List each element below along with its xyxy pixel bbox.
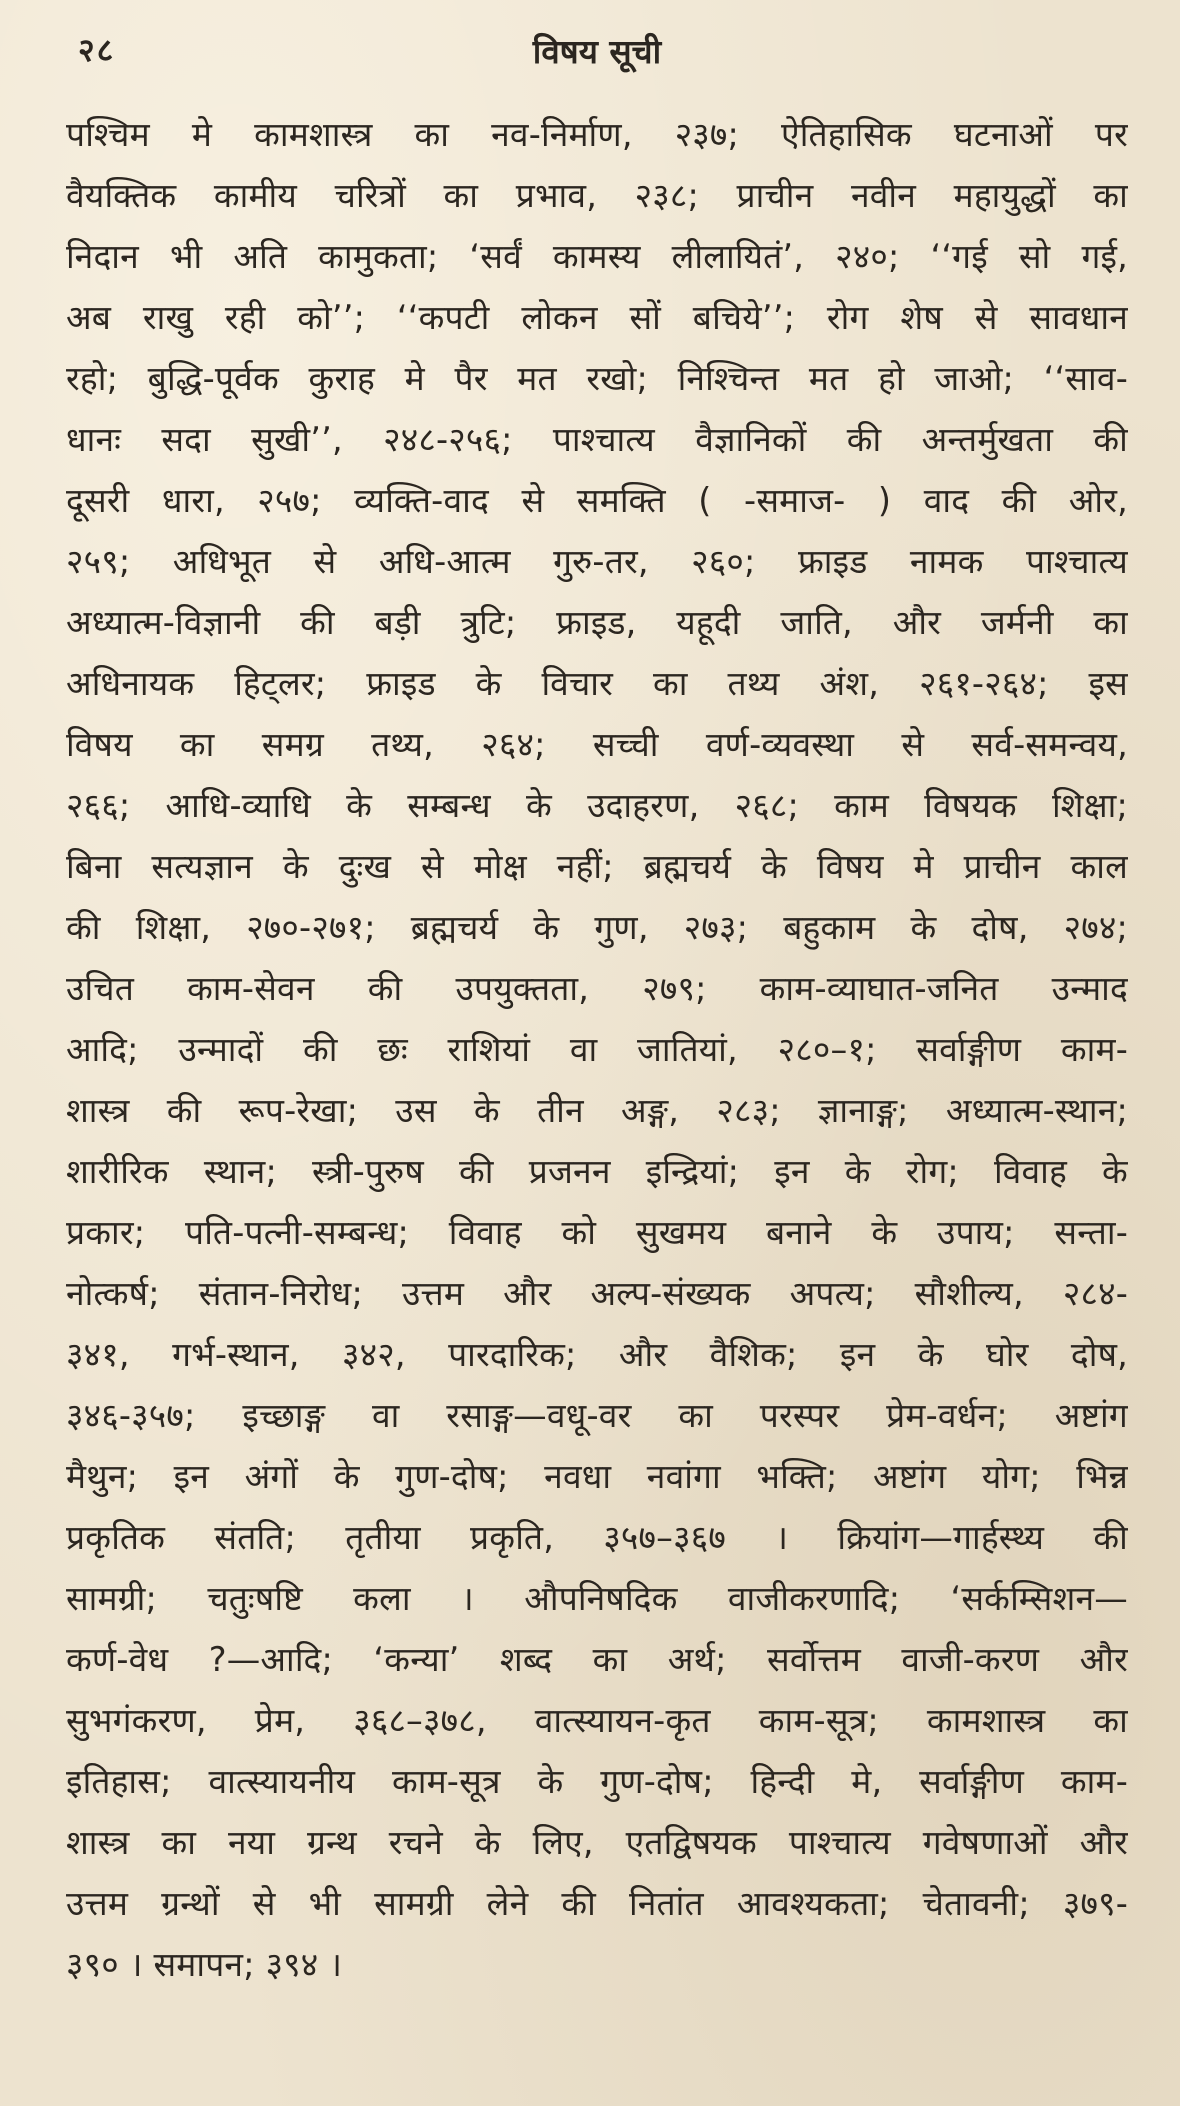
table-of-contents-text — [66, 104, 1128, 1995]
text-line: अब राखु रही को’’; ‘‘कपटी लोकन सों बचिये’’; रोग शेष से सावधान — [66, 298, 1128, 337]
text-line: प्रकार; पति-पत्नी-सम्बन्ध; विवाह को सुखमय बनाने के उपाय; सन्ता- — [66, 1213, 1128, 1252]
text-line: धानः सदा सुखी’’, २४८-२५६; पाश्चात्य वैज्ञानिकों की अन्तर्मुखता की — [66, 420, 1128, 459]
page-number: २८ — [78, 31, 116, 69]
text-line: २६६; आधि-व्याधि के सम्बन्ध के उदाहरण, २६८; काम विषयक शिक्षा; — [66, 786, 1128, 825]
text-line: इतिहास; वात्स्यायनीय काम-सूत्र के गुण-दोष; हिन्दी मे, सर्वाङ्गीण काम- — [66, 1762, 1128, 1801]
text-line: पश्चिम मे कामशास्त्र का नव-निर्माण, २३७; ऐतिहासिक घटनाओं पर — [66, 115, 1128, 154]
page-header — [66, 28, 1128, 76]
text-line: सामग्री; चतुःषष्टि कला । औपनिषदिक वाजीकरणादि; ‘सर्कम्सिशन— — [66, 1579, 1128, 1618]
text-line: आदि; उन्मादों की छः राशियां वा जातियां, २८०–१; सर्वाङ्गीण काम- — [66, 1030, 1128, 1069]
text-line: रहो; बुद्धि-पूर्वक कुराह मे पैर मत रखो; निश्चिन्त मत हो जाओ; ‘‘साव- — [66, 359, 1128, 398]
text-line: कर्ण-वेध ?—आदि; ‘कन्या’ शब्द का अर्थ; सर्वोत्तम वाजी-करण और — [66, 1640, 1128, 1679]
text-line: अध्यात्म-विज्ञानी की बड़ी त्रुटि; फ्राइड, यहूदी जाति, और जर्मनी का — [66, 603, 1128, 642]
text-line: शारीरिक स्थान; स्त्री-पुरुष की प्रजनन इन्द्रियां; इन के रोग; विवाह के — [66, 1152, 1128, 1191]
text-line: बिना सत्यज्ञान के दुःख से मोक्ष नहीं; ब्रह्मचर्य के विषय मे प्राचीन काल — [66, 847, 1128, 886]
page-title: विषय सूची — [532, 32, 662, 71]
text-line: नोत्कर्ष; संतान-निरोध; उत्तम और अल्प-संख्यक अपत्य; सौशील्य, २८४- — [66, 1274, 1128, 1313]
text-line: विषय का समग्र तथ्य, २६४; सच्ची वर्ण-व्यवस्था से सर्व-समन्वय, — [66, 725, 1128, 764]
text-line: मैथुन; इन अंगों के गुण-दोष; नवधा नवांगा भक्ति; अष्टांग योग; भिन्न — [66, 1457, 1128, 1496]
text-line: शास्त्र का नया ग्रन्थ रचने के लिए, एतद्विषयक पाश्चात्य गवेषणाओं और — [66, 1823, 1128, 1862]
text-line: ३४१, गर्भ-स्थान, ३४२, पारदारिक; और वैशिक; इन के घोर दोष, — [66, 1335, 1128, 1374]
text-line: प्रकृतिक संतति; तृतीया प्रकृति, ३५७–३६७ । क्रियांग—गार्हस्थ्य की — [66, 1518, 1128, 1557]
text-line: ३४६-३५७; इच्छाङ्ग वा रसाङ्ग—वधू-वर का परस्पर प्रेम-वर्धन; अष्टांग — [66, 1396, 1128, 1435]
text-line: की शिक्षा, २७०-२७१; ब्रह्मचर्य के गुण, २७३; बहुकाम के दोष, २७४; — [66, 908, 1128, 947]
text-line: २५९; अधिभूत से अधि-आत्म गुरु-तर, २६०; फ्राइड नामक पाश्चात्य — [66, 542, 1128, 581]
text-line: उत्तम ग्रन्थों से भी सामग्री लेने की नितांत आवश्यकता; चेतावनी; ३७९- — [66, 1884, 1128, 1923]
text-line: उचित काम-सेवन की उपयुक्तता, २७९; काम-व्याघात-जनित उन्माद — [66, 969, 1128, 1008]
text-line: दूसरी धारा, २५७; व्यक्ति-वाद से समक्ति ( -समाज- ) वाद की ओर, — [66, 481, 1128, 520]
text-line: सुभगंकरण, प्रेम, ३६८–३७८, वात्स्यायन-कृत काम-सूत्र; कामशास्त्र का — [66, 1701, 1128, 1740]
text-line: अधिनायक हिट्लर; फ्राइड के विचार का तथ्य अंश, २६१-२६४; इस — [66, 664, 1128, 703]
text-line: शास्त्र की रूप-रेखा; उस के तीन अङ्ग, २८३; ज्ञानाङ्ग; अध्यात्म-स्थान; — [66, 1091, 1128, 1130]
text-line: निदान भी अति कामुकता; ‘सर्वं कामस्य लीलायितं’, २४०; ‘‘गई सो गई, — [66, 237, 1128, 276]
text-line: वैयक्तिक कामीय चरित्रों का प्रभाव, २३८; प्राचीन नवीन महायुद्धों का — [66, 176, 1128, 215]
text-line: ३९० । समापन; ३९४ । — [66, 1945, 343, 1984]
